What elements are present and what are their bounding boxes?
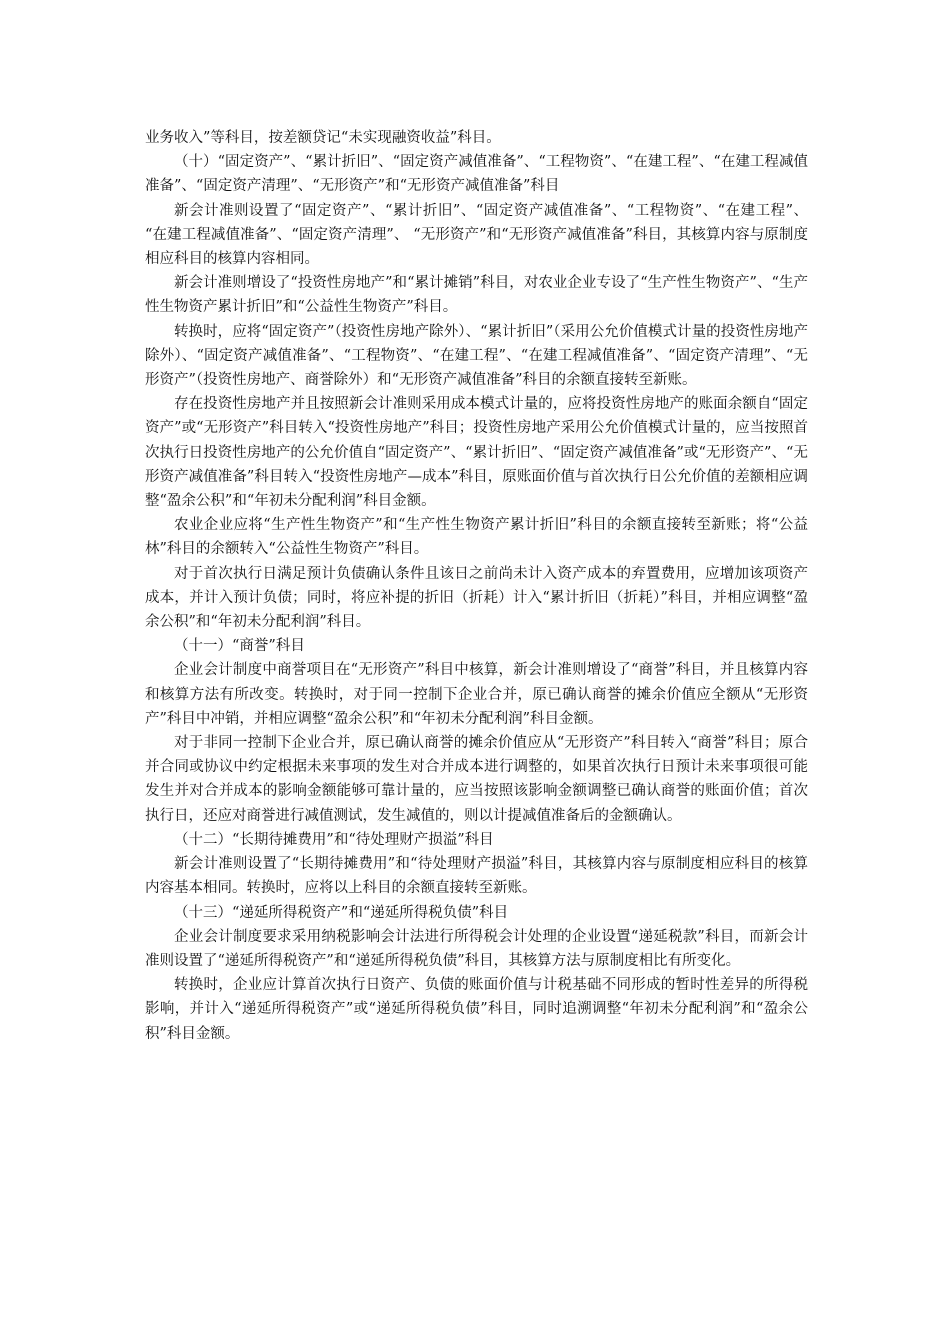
paragraph: 新会计准则设置了“长期待摊费用”和“待处理财产损溢”科目，其核算内容与原制度相应科目的核算内容基本相同。转换时，应将以上科目的余额直接转至新账。	[145, 856, 808, 897]
paragraph: 新会计准则设置了“固定资产”、“累计折旧”、“固定资产减值准备”、“工程物资”、“在建工程”、 “在建工程减值准备”、“固定资产清理”、 “无形资产”和“无形资产减值准备”科目，其核算内容与原制度相应科目的核算内容相同。	[145, 202, 809, 268]
paragraph: 转换时，应将“固定资产”（投资性房地产除外）、“累计折旧”（采用公允价值模式计量的投资性房地产除外）、“固定资产减值准备”、“工程物资”、“在建工程”、“在建工程减值准备”、“固定资产清理”、“无形资产”（投资性房地产、商誉除外）和“无形资产减值准备”科目的余额直接转至新账。	[145, 323, 808, 389]
paragraph: 对于非同一控制下企业合并，原已确认商誉的摊余价值应从“无形资产”科目转入“商誉”科目；原合并合同或协议中约定根据未来事项的发生对合并成本进行调整的，如果首次执行日预计未来事项很可能发生并对合并成本的影响金额能够可靠计量的，应当按照该影响金额调整已确认商誉的账面价值；首次执行日，还应对商誉进行减值测试，发生减值的，则以计提减值准备后的金额确认。	[145, 735, 808, 824]
paragraph: 新会计准则增设了“投资性房地产”和“累计摊销”科目，对农业企业专设了“生产性生物资产”、“生产性生物资产累计折旧”和“公益性生物资产”科目。	[145, 275, 808, 316]
paragraph-continued: 业务收入”等科目，按差额贷记“未实现融资收益”科目。	[145, 130, 501, 146]
paragraph: 企业会计制度中商誉项目在“无形资产”科目中核算，新会计准则增设了“商誉”科目，并且核算内容和核算方法有所改变。转换时，对于同一控制下企业合并，原已确认商誉的摊余价值应全额从“无形资产”科目中冲销，并相应调整“盈余公积”和“年初未分配利润”科目金额。	[145, 662, 808, 727]
section-heading-12: （十二）“长期待摊费用”和“待处理财产损溢”科目	[174, 831, 494, 848]
paragraph: 企业会计制度要求采用纳税影响会计法进行所得税会计处理的企业设置“递延税款”科目，而新会计准则设置了“递延所得税资产”和“递延所得税负债”科目，其核算方法与原制度相比有所变化。	[145, 928, 808, 969]
section-heading-13: （十三）“递延所得税资产”和“递延所得税负债”科目	[174, 904, 509, 921]
paragraph: 农业企业应将“生产性生物资产”和“生产性生物资产累计折旧”科目的余额直接转至新账；将“公益林”科目的余额转入“公益性生物资产”科目。	[145, 517, 808, 558]
document-page	[145, 126, 808, 1046]
paragraph: 对于首次执行日满足预计负债确认条件且该日之前尚未计入资产成本的弃置费用，应增加该项资产成本，并计入预计负债；同时，将应补提的折旧（折耗）计入“累计折旧（折耗）”科目，并相应调整“盈余公积”和“年初未分配利润”科目。	[145, 565, 808, 631]
section-heading-11: （十一）“商誉”科目	[174, 638, 305, 655]
paragraph: 存在投资性房地产并且按照新会计准则采用成本模式计量的，应将投资性房地产的账面余额自“固定资产”或“无形资产”科目转入“投资性房地产”科目；投资性房地产采用公允价值模式计量的，应当按照首次执行日投资性房地产的公允价值自“固定资产”、“累计折旧”、“固定资产减值准备”或“无形资产”、“无形资产减值准备”科目转入“投资性房地产—成本”科目，原账面价值与首次执行日公允价值的差额相应调整“盈余公积”和“年初未分配利润”科目金额。	[145, 396, 808, 510]
paragraph: 转换时，企业应计算首次执行日资产、负债的账面价值与计税基础不同形成的暂时性差异的所得税影响，并计入“递延所得税资产”或“递延所得税负债”科目，同时追溯调整“年初未分配利润”和“盈余公积”科目金额。	[145, 977, 808, 1042]
section-heading-10: （十）“固定资产”、“累计折旧”、“固定资产减值准备”、“工程物资”、“在建工程”、“在建工程减值准备”、“固定资产清理”、“无形资产”和“无形资产减值准备”科目	[145, 154, 808, 195]
